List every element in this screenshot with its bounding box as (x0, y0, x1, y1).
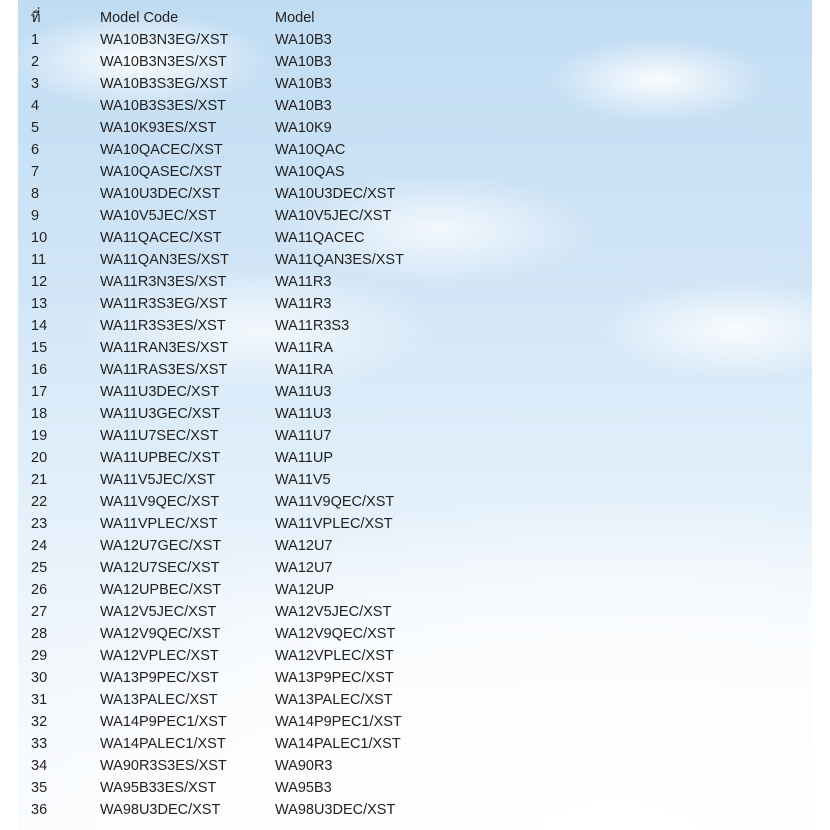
row-model-code: WA14PALEC1/XST (100, 736, 226, 752)
row-model-code: WA10U3DEC/XST (100, 186, 221, 202)
row-number: 20 (31, 450, 48, 466)
row-model-code: WA10B3N3ES/XST (100, 54, 227, 70)
row-number: 10 (31, 230, 48, 246)
row-number: 16 (31, 362, 48, 378)
row-model: WA11V5 (275, 472, 331, 488)
table-row (31, 249, 475, 271)
row-model: WA11U3 (275, 384, 332, 400)
row-model: WA13P9PEC/XST (275, 670, 394, 686)
table-row (31, 601, 475, 623)
row-model: WA11V9QEC/XST (275, 494, 395, 510)
row-number: 35 (31, 780, 48, 796)
table-row (31, 337, 475, 359)
table-header-row (31, 7, 475, 29)
table-row (31, 381, 475, 403)
row-model: WA11VPLEC/XST (275, 516, 393, 532)
row-model: WA11QACEC (275, 230, 365, 246)
row-model-code: WA11V5JEC/XST (100, 472, 216, 488)
row-model-code: WA11UPBEC/XST (100, 450, 221, 466)
row-number: 22 (31, 494, 48, 510)
table-row (31, 95, 475, 117)
row-model: WA11QAN3ES/XST (275, 252, 404, 268)
row-model: WA11U3 (275, 406, 332, 422)
row-model-code: WA12V9QEC/XST (100, 626, 221, 642)
row-model-code: WA12UPBEC/XST (100, 582, 222, 598)
table-row (31, 535, 475, 557)
row-number: 6 (31, 142, 40, 158)
row-number: 13 (31, 296, 48, 312)
row-model-code: WA98U3DEC/XST (100, 802, 221, 818)
row-model-code: WA13PALEC/XST (100, 692, 218, 708)
table-row (31, 777, 475, 799)
row-model-code: WA10K93ES/XST (100, 120, 217, 136)
row-number: 29 (31, 648, 48, 664)
row-model: WA10B3 (275, 54, 332, 70)
table-row (31, 161, 475, 183)
table-body (31, 29, 475, 821)
model-table (31, 7, 475, 821)
row-model-code: WA11U3DEC/XST (100, 384, 220, 400)
row-model-code: WA11VPLEC/XST (100, 516, 218, 532)
header-model: Model (275, 10, 315, 26)
table-row (31, 139, 475, 161)
row-model: WA10B3 (275, 32, 332, 48)
row-number: 28 (31, 626, 48, 642)
row-model-code: WA11R3S3EG/XST (100, 296, 228, 312)
row-model-code: WA12V5JEC/XST (100, 604, 217, 620)
row-number: 36 (31, 802, 48, 818)
row-number: 21 (31, 472, 48, 488)
row-number: 30 (31, 670, 48, 686)
table-row (31, 733, 475, 755)
row-model: WA10K9 (275, 120, 332, 136)
row-number: 17 (31, 384, 48, 400)
row-model: WA10V5JEC/XST (275, 208, 392, 224)
row-number: 33 (31, 736, 48, 752)
table-row (31, 425, 475, 447)
row-model-code: WA11RAS3ES/XST (100, 362, 228, 378)
row-model: WA11R3 (275, 296, 332, 312)
table-row (31, 359, 475, 381)
row-number: 14 (31, 318, 48, 334)
row-number: 19 (31, 428, 48, 444)
row-model: WA12UP (275, 582, 335, 598)
row-number: 31 (31, 692, 48, 708)
table-row (31, 689, 475, 711)
row-model-code: WA11RAN3ES/XST (100, 340, 229, 356)
table-row (31, 403, 475, 425)
row-model-code: WA12U7SEC/XST (100, 560, 220, 576)
table-row (31, 447, 475, 469)
row-number: 8 (31, 186, 40, 202)
table-row (31, 645, 475, 667)
table-row (31, 293, 475, 315)
row-model: WA12VPLEC/XST (275, 648, 394, 664)
table-row (31, 755, 475, 777)
row-number: 23 (31, 516, 48, 532)
row-number: 3 (31, 76, 40, 92)
row-model-code: WA10B3N3EG/XST (100, 32, 229, 48)
table-row (31, 227, 475, 249)
table-row (31, 667, 475, 689)
header-number: ที่ (31, 10, 41, 26)
table-row (31, 29, 475, 51)
row-model-code: WA11QACEC/XST (100, 230, 222, 246)
row-model-code: WA12U7GEC/XST (100, 538, 222, 554)
row-model: WA11RA (275, 362, 334, 378)
table-row (31, 799, 475, 821)
row-number: 26 (31, 582, 48, 598)
row-model: WA90R3 (275, 758, 333, 774)
row-number: 18 (31, 406, 48, 422)
row-number: 15 (31, 340, 48, 356)
table-row (31, 73, 475, 95)
row-model: WA11U7 (275, 428, 332, 444)
table-row (31, 51, 475, 73)
table-row (31, 117, 475, 139)
row-number: 24 (31, 538, 48, 554)
table-row (31, 491, 475, 513)
header-model-code: Model Code (100, 10, 179, 26)
table-row (31, 271, 475, 293)
row-model: WA12V5JEC/XST (275, 604, 392, 620)
row-model-code: WA11QAN3ES/XST (100, 252, 229, 268)
row-number: 5 (31, 120, 40, 136)
row-number: 4 (31, 98, 40, 114)
row-model: WA10B3 (275, 98, 332, 114)
row-model-code: WA11V9QEC/XST (100, 494, 220, 510)
sky-background-panel (18, 0, 812, 830)
row-model-code: WA14P9PEC1/XST (100, 714, 227, 730)
row-number: 27 (31, 604, 48, 620)
row-model-code: WA10V5JEC/XST (100, 208, 217, 224)
row-number: 32 (31, 714, 48, 730)
table-row (31, 623, 475, 645)
row-number: 9 (31, 208, 40, 224)
row-model-code: WA11R3S3ES/XST (100, 318, 226, 334)
row-number: 1 (31, 32, 40, 48)
row-number: 11 (31, 252, 47, 268)
row-model: WA98U3DEC/XST (275, 802, 396, 818)
row-model: WA10QAC (275, 142, 346, 158)
row-model-code: WA12VPLEC/XST (100, 648, 219, 664)
table-row (31, 513, 475, 535)
row-model-code: WA95B33ES/XST (100, 780, 217, 796)
row-model-code: WA11U7SEC/XST (100, 428, 219, 444)
row-number: 12 (31, 274, 48, 290)
table-row (31, 315, 475, 337)
table-row (31, 579, 475, 601)
row-model: WA13PALEC/XST (275, 692, 393, 708)
table-row (31, 205, 475, 227)
table-row (31, 469, 475, 491)
row-number: 34 (31, 758, 48, 774)
row-model-code: WA90R3S3ES/XST (100, 758, 227, 774)
row-model-code: WA13P9PEC/XST (100, 670, 219, 686)
row-number: 7 (31, 164, 40, 180)
row-model: WA11UP (275, 450, 334, 466)
row-model: WA11R3S3 (275, 318, 350, 334)
row-model-code: WA10QASEC/XST (100, 164, 222, 180)
row-model: WA14P9PEC1/XST (275, 714, 402, 730)
table-row (31, 711, 475, 733)
row-model: WA11R3 (275, 274, 332, 290)
row-model-code: WA11R3N3ES/XST (100, 274, 227, 290)
row-model: WA95B3 (275, 780, 332, 796)
row-model: WA10U3DEC/XST (275, 186, 396, 202)
row-model-code: WA10B3S3EG/XST (100, 76, 228, 92)
row-model: WA14PALEC1/XST (275, 736, 401, 752)
row-model: WA10B3 (275, 76, 332, 92)
row-model: WA12U7 (275, 560, 333, 576)
row-number: 25 (31, 560, 48, 576)
row-model: WA12V9QEC/XST (275, 626, 396, 642)
row-model-code: WA10QACEC/XST (100, 142, 223, 158)
row-model-code: WA11U3GEC/XST (100, 406, 221, 422)
row-model-code: WA10B3S3ES/XST (100, 98, 226, 114)
row-model: WA12U7 (275, 538, 333, 554)
table-row (31, 557, 475, 579)
row-model: WA10QAS (275, 164, 345, 180)
row-number: 2 (31, 54, 40, 70)
row-model: WA11RA (275, 340, 334, 356)
table-row (31, 183, 475, 205)
